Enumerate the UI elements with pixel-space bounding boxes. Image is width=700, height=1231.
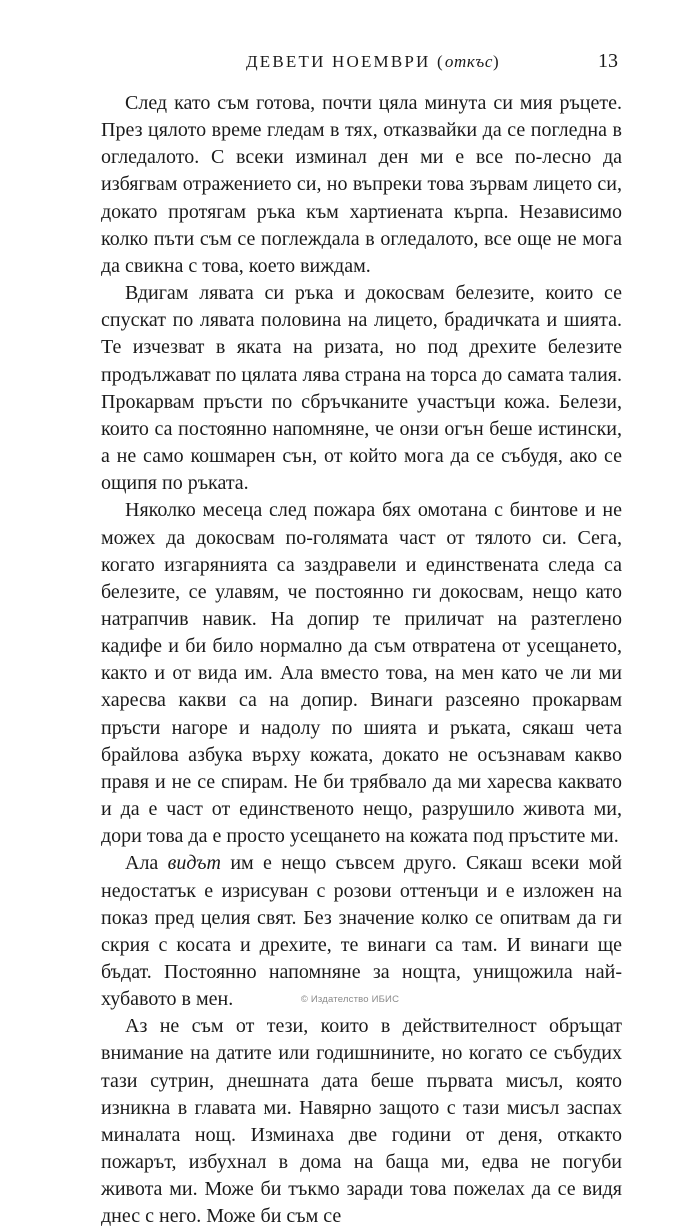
paragraph-2: Вдигам лявата си ръка и докосвам белезите, които се спускат по лявата половина на лицето, брадичката и шията. Те изчезват в яката на ризата, но под дрехите белезите продължават по цялата лява страна на торса до самата талия. Прокарвам пръсти по сбръчканите участъци кожа. Белези, които са постоянно напомняне, че онзи огън беше истински, а не само кошмарен сън, от който мога да се събудя, ако се ощипя по ръката.	[101, 282, 622, 495]
paragraph-4	[101, 850, 622, 1013]
running-head-section: откъс	[444, 52, 493, 71]
page-number: 13	[598, 50, 618, 72]
running-head-close-paren: )	[492, 52, 501, 71]
paragraph-4-rest: им е нещо съвсем друго. Сякаш всеки мой недостатък е изрисуван с розови оттенъци и е изложен на показ пред целия свят. Без значение колко се опитвам да ги скрия с косата и дрехите, те винаги са там. И винаги ще бъдат. Постоянно напомняне за нощта, унищожила най-хубавото в мен.	[101, 852, 622, 1011]
running-head-open-paren: (	[437, 52, 445, 71]
paragraph-5: Аз не съм от тези, които в действителност обръщат внимание на датите или годишнините, но когато се събудих тази сутрин, днешната дата беше първата мисъл, която изникна в главата ми. Навярно защото с тази мисъл заспах миналата нощ. Изминаха две години от деня, откакто пожарът, избухнал в дома на баща ми, едва не погуби живота ми. Може би тъкмо заради това пожелах да се видя днес с него. Може би съм се	[101, 1015, 622, 1228]
paragraph-3: Няколко месеца след пожара бях омотана с бинтове и не можех да докосвам по-голямата част от тялото си. Сега, когато изгарянията са заздравели и единствената следа са белезите, се улавям, че постоянно ги докосвам, нещо като натрапчив навик. На допир те приличат на разтеглено кадифе и би било нормално да съм отвратена от усещането, както и от вида им. Ала вместо това, на мен като че ли ми харесва какви са на допир. Винаги разсеяно прокарвам пръсти нагоре и надолу по шията и ръката, сякаш чета брайлова азбука върху кожата, докато не осъзнавам какво правя и не се спирам. Не би трябвало да ми харесва каквато и да е част от единственото нещо, разрушило живота ми, дори това да е просто усещането на кожата под пръстите ми.	[101, 499, 622, 848]
paragraph-1: След като съм готова, почти цяла минута си мия ръцете. През цялото време гледам в тях, отказвайки да се погледна в огледалото. С всеки изминал ден ми е все по-лесно да избягвам отражението си, но въпреки това зървам лицето си, докато протягам ръка към хартиената кърпа. Независимо колко пъти съм се поглеждала в огледалото, все още не мога да свикна с това, което виждам.	[101, 92, 622, 277]
running-head	[246, 52, 501, 72]
paragraph-4-start: Ала	[125, 852, 168, 875]
paragraph-4-emphasis: видът	[167, 852, 221, 875]
running-head-title: ДЕВЕТИ НОЕМВРИ	[246, 52, 431, 71]
text-body	[101, 90, 622, 1231]
footer-copyright: © Издателство ИБИС	[300, 994, 400, 1005]
